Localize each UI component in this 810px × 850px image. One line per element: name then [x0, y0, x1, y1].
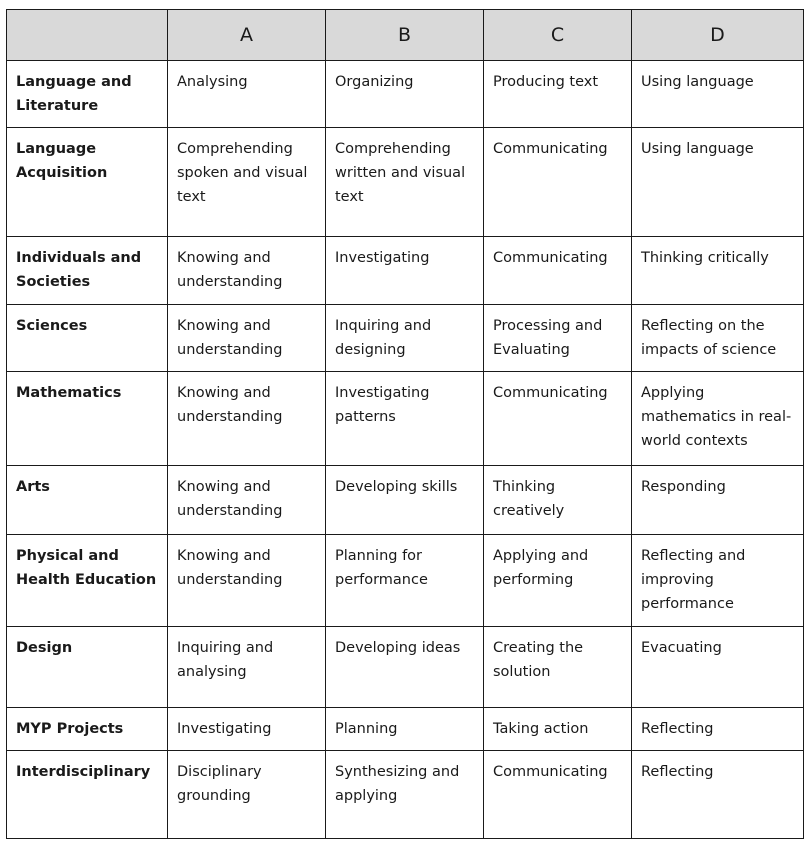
table-row	[7, 128, 804, 237]
header-row	[7, 10, 804, 61]
subject-cell: Physical and Health Education	[7, 535, 168, 627]
criterion-b-cell: Investigating patterns	[326, 372, 484, 466]
table-row	[7, 466, 804, 535]
criterion-d-cell: Reflecting on the impacts of science	[632, 305, 804, 372]
table-body	[7, 61, 804, 839]
table-row	[7, 61, 804, 128]
criterion-a-cell: Knowing and understanding	[168, 305, 326, 372]
criterion-b-cell: Developing ideas	[326, 627, 484, 708]
criterion-c-cell: Creating the solution	[484, 627, 632, 708]
criterion-c-cell: Applying and performing	[484, 535, 632, 627]
criterion-b-cell: Developing skills	[326, 466, 484, 535]
criterion-a-cell: Analysing	[168, 61, 326, 128]
table-row	[7, 372, 804, 466]
column-header-a: A	[168, 10, 326, 61]
criterion-c-cell: Producing text	[484, 61, 632, 128]
table-row	[7, 627, 804, 708]
column-header-b: B	[326, 10, 484, 61]
criterion-c-cell: Communicating	[484, 751, 632, 839]
table-row	[7, 535, 804, 627]
criterion-b-cell: Synthesizing and applying	[326, 751, 484, 839]
subject-cell: MYP Projects	[7, 708, 168, 751]
criterion-c-cell: Thinking creatively	[484, 466, 632, 535]
criterion-d-cell: Using language	[632, 128, 804, 237]
criterion-b-cell: Investigating	[326, 237, 484, 305]
criterion-c-cell: Taking action	[484, 708, 632, 751]
criterion-d-cell: Applying mathematics in real-world contexts	[632, 372, 804, 466]
subject-cell: Sciences	[7, 305, 168, 372]
subject-cell: Interdisciplinary	[7, 751, 168, 839]
criterion-a-cell: Disciplinary grounding	[168, 751, 326, 839]
table-row	[7, 708, 804, 751]
criterion-c-cell: Communicating	[484, 237, 632, 305]
subject-cell: Language Acquisition	[7, 128, 168, 237]
subject-cell: Arts	[7, 466, 168, 535]
column-header-c: C	[484, 10, 632, 61]
subject-cell: Design	[7, 627, 168, 708]
criterion-d-cell: Responding	[632, 466, 804, 535]
subject-cell: Mathematics	[7, 372, 168, 466]
column-header-d: D	[632, 10, 804, 61]
criterion-c-cell: Communicating	[484, 128, 632, 237]
criterion-b-cell: Organizing	[326, 61, 484, 128]
criterion-b-cell: Inquiring and designing	[326, 305, 484, 372]
criterion-d-cell: Reflecting	[632, 708, 804, 751]
criterion-d-cell: Using language	[632, 61, 804, 128]
subject-cell: Individuals and Societies	[7, 237, 168, 305]
criterion-d-cell: Reflecting	[632, 751, 804, 839]
table-row	[7, 305, 804, 372]
criterion-b-cell: Comprehending written and visual text	[326, 128, 484, 237]
criterion-d-cell: Evacuating	[632, 627, 804, 708]
header-corner-cell	[7, 10, 168, 61]
criteria-table	[6, 9, 804, 839]
criterion-a-cell: Knowing and understanding	[168, 237, 326, 305]
table-row	[7, 237, 804, 305]
criterion-b-cell: Planning	[326, 708, 484, 751]
criterion-a-cell: Comprehending spoken and visual text	[168, 128, 326, 237]
criterion-a-cell: Knowing and understanding	[168, 466, 326, 535]
criterion-a-cell: Knowing and understanding	[168, 372, 326, 466]
criterion-b-cell: Planning for performance	[326, 535, 484, 627]
criterion-a-cell: Knowing and understanding	[168, 535, 326, 627]
table-row	[7, 751, 804, 839]
criterion-a-cell: Investigating	[168, 708, 326, 751]
subject-cell: Language and Literature	[7, 61, 168, 128]
criterion-c-cell: Processing and Evaluating	[484, 305, 632, 372]
criterion-d-cell: Thinking critically	[632, 237, 804, 305]
criterion-a-cell: Inquiring and analysing	[168, 627, 326, 708]
table-header	[7, 10, 804, 61]
criterion-d-cell: Reflecting and improving performance	[632, 535, 804, 627]
criterion-c-cell: Communicating	[484, 372, 632, 466]
